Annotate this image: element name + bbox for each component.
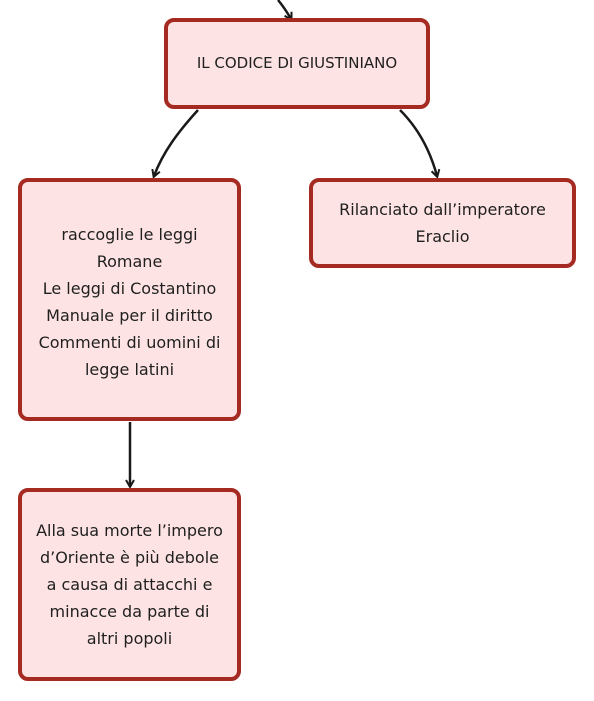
connector-root-to-contents — [154, 110, 198, 176]
node-text-line: IL CODICE DI GIUSTINIANO — [196, 54, 398, 72]
node-text-line: raccoglie le leggi — [61, 224, 198, 244]
node-relaunched — [309, 178, 576, 268]
node-text-line: Manuale per il diritto — [46, 305, 213, 325]
node-text-line: a causa di attacchi e — [46, 575, 213, 594]
node-contents — [18, 178, 241, 421]
node-text-line: d’Oriente è più debole — [39, 548, 220, 567]
node-text-line: Le leggi di Costantino — [42, 278, 217, 298]
node-text-line: Commenti di uomini di — [38, 332, 221, 352]
node-text-line: Romane — [96, 251, 163, 271]
connector-incoming — [278, 0, 291, 19]
node-text-line: altri popoli — [86, 629, 173, 648]
node-text-line: Eraclio — [415, 227, 470, 246]
node-il-codice-di-giustiniano — [164, 18, 430, 109]
node-text-line: Rilanciato dall’imperatore — [339, 200, 546, 219]
node-text-line: Alla sua morte l’impero — [36, 521, 223, 540]
node-text-line: minacce da parte di — [49, 602, 210, 621]
node-aftermath — [18, 488, 241, 681]
node-text-line: legge latini — [84, 359, 175, 379]
connector-root-to-relaunched — [400, 110, 437, 176]
